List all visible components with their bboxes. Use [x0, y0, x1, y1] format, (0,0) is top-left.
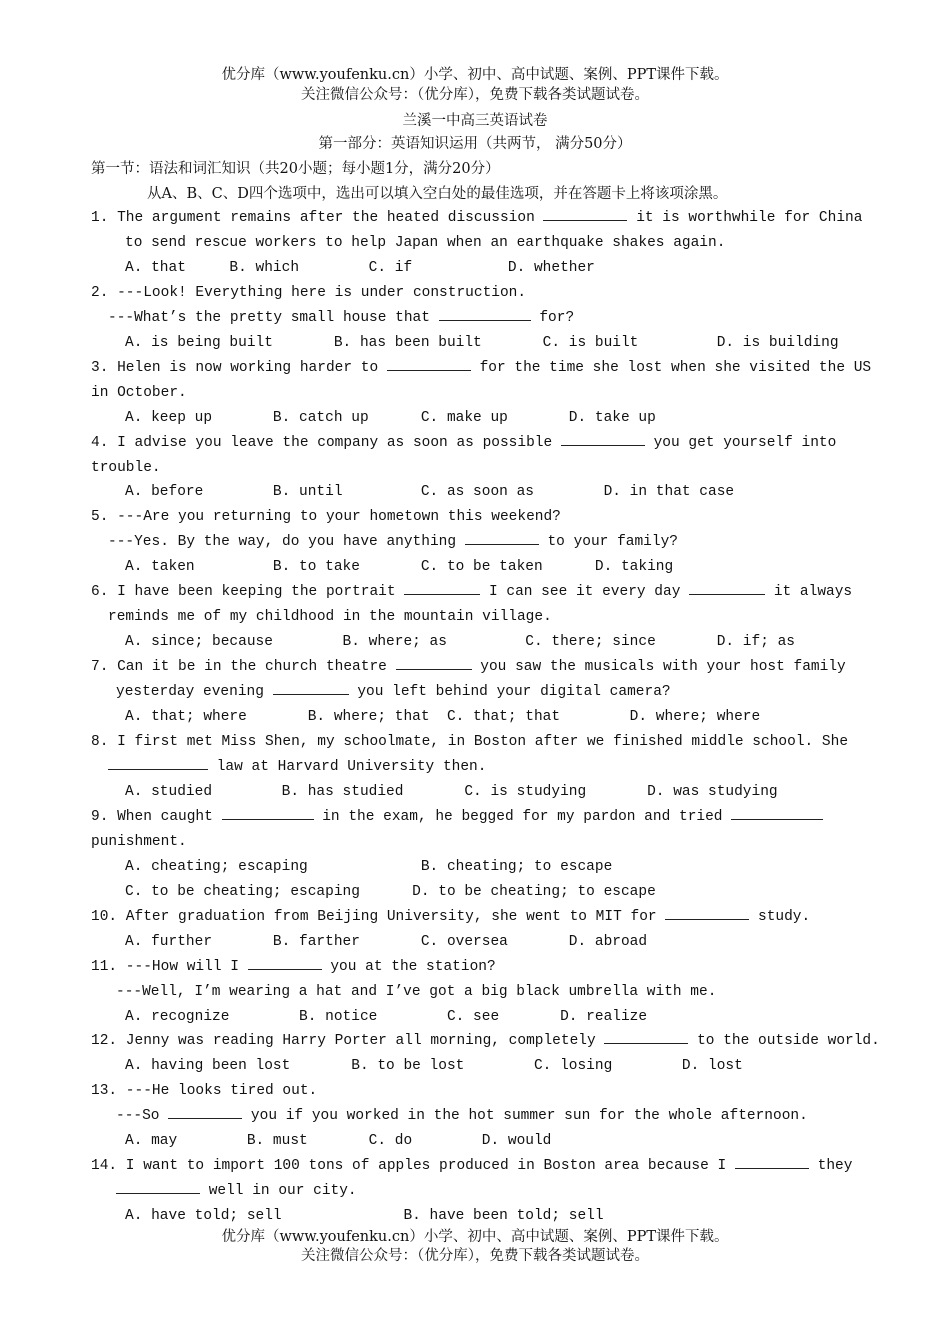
answer-blank: [604, 1029, 688, 1044]
section-title: 第一节：语法和词汇知识（共20小题；每小题1分，满分20分）: [91, 161, 500, 177]
question-14-options: A. have told; sell B. have been told; sell: [125, 1208, 604, 1225]
question-4-text: 4. I advise you leave the company as soon as possible: [91, 434, 553, 451]
question-10: [91, 905, 861, 955]
question-2-text: ---What’s the pretty small house that: [108, 309, 430, 326]
question-8-options: A. studied B. has studied C. is studying D. was studying: [125, 783, 778, 800]
answer-blank: [396, 655, 472, 670]
question-5: [91, 505, 861, 580]
question-11-options: A. recognize B. notice C. see D. realize: [125, 1008, 648, 1025]
answer-blank: [248, 955, 322, 970]
question-13-text-cont: you if you worked in the hot summer sun for the whole afternoon.: [250, 1108, 808, 1125]
question-11: [91, 955, 861, 1030]
question-6-text-cont: I can see it every day: [488, 584, 681, 601]
question-6-options: A. since; because B. where; as C. there; since D. if; as: [125, 634, 796, 651]
question-5-text-cont: to your family?: [547, 534, 678, 551]
question-9-line2: punishment.: [91, 833, 187, 850]
question-7-options: A. that; where B. where; that C. that; that D. where; where: [125, 709, 761, 726]
footer-wechat-line: 关注微信公众号：（优分库），免费下载各类试题试卷。: [301, 1248, 649, 1264]
answer-blank: [665, 905, 749, 920]
question-1-text: 1. The argument remains after the heated discussion: [91, 210, 535, 226]
question-1-options: A. that B. which C. if D. whether: [125, 259, 595, 276]
question-11-line2: ---Well, I’m wearing a hat and I’ve got a big black umbrella with me.: [116, 983, 717, 1000]
answer-blank: [222, 805, 314, 820]
question-5-line1: 5. ---Are you returning to your hometown this weekend?: [91, 509, 561, 526]
question-7-text-cont: you saw the musicals with your host family: [480, 659, 846, 676]
question-3-line2: in October.: [91, 384, 187, 401]
question-13-text: ---So: [116, 1108, 160, 1125]
question-4-options: A. before B. until C. as soon as D. in that case: [125, 484, 735, 501]
question-10-text-cont: study.: [758, 908, 811, 925]
question-9-options-row1: A. cheating; escaping B. cheating; to escape: [125, 858, 613, 875]
question-2: [91, 281, 861, 356]
question-12-text-cont: to the outside world.: [697, 1033, 880, 1050]
question-list: [91, 206, 880, 1229]
answer-blank: [735, 1154, 809, 1169]
question-6-text-end: it always: [773, 584, 853, 601]
answer-blank: [116, 1179, 200, 1194]
exam-title: 兰溪一中高三英语试卷: [402, 113, 548, 129]
question-10-text: 10. After graduation from Beijing University, she went to MIT for: [91, 908, 657, 925]
question-7-text2-cont: you left behind your digital camera?: [357, 684, 671, 701]
question-6-text: 6. I have been keeping the portrait: [91, 584, 396, 601]
question-1: [91, 206, 861, 281]
question-12-text: 12. Jenny was reading Harry Porter all morning, completely: [91, 1033, 596, 1050]
question-9-options-row2: C. to be cheating; escaping D. to be cheating; to escape: [125, 883, 656, 900]
question-6-line2: reminds me of my childhood in the mountain village.: [108, 609, 552, 626]
question-3: [91, 356, 872, 431]
question-5-options: A. taken B. to take C. to be taken D. taking: [125, 559, 674, 576]
question-1-text-cont: it is worthwhile for China: [636, 210, 863, 226]
answer-blank: [465, 530, 539, 545]
question-10-options: A. further B. farther C. oversea D. abroad: [125, 933, 648, 950]
answer-blank: [168, 1104, 242, 1119]
question-12-options: A. having been lost B. to be lost C. losing D. lost: [125, 1058, 743, 1075]
question-11-text-cont: you at the station?: [330, 958, 496, 975]
question-9-text-cont: in the exam, he begged for my pardon and tried: [322, 808, 723, 825]
question-4-line2: trouble.: [91, 459, 161, 476]
question-4: [91, 431, 861, 506]
question-8: [91, 730, 861, 805]
header-wechat-line: 关注微信公众号：（优分库），免费下载各类试题试卷。: [301, 87, 649, 103]
answer-blank: [543, 206, 627, 221]
question-14-text2-cont: well in our city.: [208, 1183, 357, 1200]
question-13-options: A. may B. must C. do D. would: [125, 1133, 552, 1150]
answer-blank: [439, 306, 531, 321]
question-8-text-cont: law at Harvard University then.: [216, 758, 487, 775]
answer-blank: [404, 580, 480, 595]
question-5-text: ---Yes. By the way, do you have anything: [108, 534, 457, 551]
part-title: 第一部分：英语知识运用（共两节， 满分50分）: [318, 136, 632, 152]
question-3-text-cont: for the time she lost when she visited the US: [479, 359, 872, 376]
question-3-options: A. keep up B. catch up C. make up D. take up: [125, 409, 656, 426]
question-4-text-cont: you get yourself into: [653, 434, 837, 451]
question-11-text: 11. ---How will I: [91, 958, 239, 975]
question-7-text: 7. Can it be in the church theatre: [91, 659, 387, 676]
answer-blank: [108, 755, 208, 770]
answer-blank: [561, 431, 645, 446]
answer-blank: [273, 680, 349, 695]
header-promo-line: 优分库（www.youfenku.cn）小学、初中、高中试题、案例、PPT课件下载。: [221, 67, 729, 83]
question-2-options: A. is being built B. has been built C. is built D. is building: [125, 334, 839, 351]
question-6: [91, 580, 861, 655]
question-13-line1: 13. ---He looks tired out.: [91, 1083, 318, 1100]
question-3-text: 3. Helen is now working harder to: [91, 359, 379, 376]
answer-blank: [731, 805, 823, 820]
question-14-text-cont: they: [817, 1158, 853, 1175]
question-14: [91, 1154, 861, 1229]
instruction: 从A、B、C、D四个选项中，选出可以填入空白处的最佳选项，并在答题卡上将该项涂黑。: [147, 186, 728, 202]
question-14-text: 14. I want to import 100 tons of apples produced in Boston area because I: [91, 1158, 727, 1175]
answer-blank: [387, 356, 471, 371]
question-9-text: 9. When caught: [91, 808, 213, 825]
question-8-line1: 8. I first met Miss Shen, my schoolmate, in Boston after we finished middle school. She: [91, 734, 849, 751]
question-2-text-cont: for?: [539, 309, 575, 326]
question-1-line2: to send rescue workers to help Japan when an earthquake shakes again.: [125, 234, 726, 251]
footer-promo-line: 优分库（www.youfenku.cn）小学、初中、高中试题、案例、PPT课件下载。: [221, 1229, 729, 1245]
question-7-text2: yesterday evening: [116, 684, 264, 701]
question-9: [91, 805, 861, 905]
question-12: [91, 1029, 880, 1079]
question-2-line1: 2. ---Look! Everything here is under construction.: [91, 284, 527, 301]
answer-blank: [689, 580, 765, 595]
question-13: [91, 1079, 861, 1154]
question-7: [91, 655, 861, 730]
